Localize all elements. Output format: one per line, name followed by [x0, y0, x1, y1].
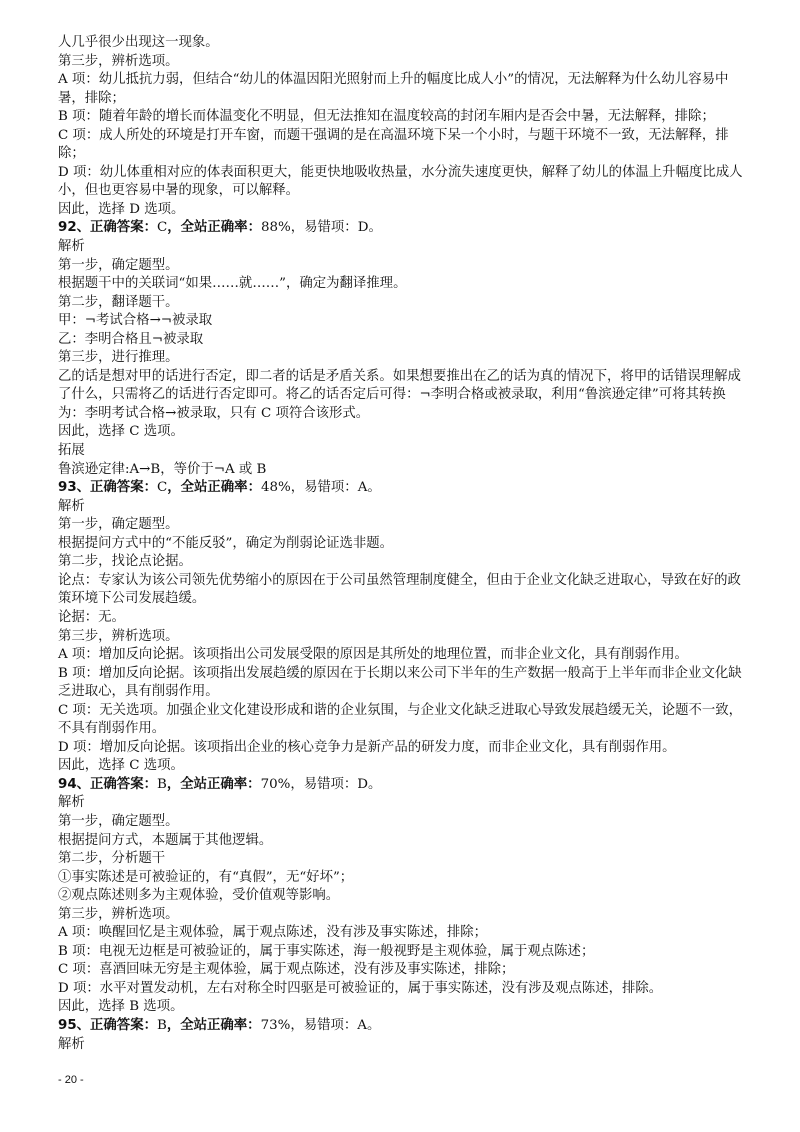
correct-answer: B: [156, 776, 167, 792]
text-line: 第二步，翻译题干。: [58, 294, 179, 310]
text-line: 第一步，确定题型。: [58, 517, 179, 533]
correct-answer: C: [156, 480, 168, 496]
accuracy-rate: 70%: [260, 776, 291, 792]
correct-answer: B: [156, 1017, 167, 1033]
page-number: - 20 -: [58, 1074, 84, 1086]
text-line: A 项：幼儿抵抗力弱，但结合“幼儿的体温因阳光照射而上升的幅度比成人小”的情况，无法解释为什么幼儿容易中暑，排除；: [58, 72, 729, 106]
answer-heading: [58, 479, 748, 498]
answer-heading: [58, 219, 748, 238]
accuracy-label: ，全站正确率：: [166, 776, 261, 792]
wrong-option: D: [357, 220, 369, 236]
question-number-label: 92、正确答案：: [58, 220, 157, 236]
wrong-option: A: [357, 480, 368, 496]
text-line: 根据提问方式中的“不能反驳”，确定为削弱论证选非题。: [58, 535, 394, 551]
text-line: D 项：水平对置发动机，左右对称全时四驱是可被验证的，属于事实陈述，没有涉及观点陈述，排除。: [58, 980, 663, 996]
text-line: D 项：幼儿体重相对应的体表面积更大，能更快地吸收热量，水分流失速度更快，解释了幼儿的体温上升幅度比成人小，但也更容易中暑的现象，可以解释。: [58, 164, 743, 199]
text-line: 鲁滨逊定律:A→B，等价于¬A 或 B: [58, 461, 267, 477]
text-line: 第三步，辨析选项。: [58, 906, 179, 922]
accuracy-rate: 73%: [260, 1017, 291, 1033]
accuracy-rate: 88%: [260, 220, 291, 236]
text-line: B 项：增加反向论据。该项指出发展趋缓的原因在于长期以来公司下半年的生产数据一般高于上半年而非企业文化缺乏进取心，具有削弱作用。: [58, 665, 742, 700]
text-line: 第二步，找论点论据。: [58, 554, 192, 570]
question-number-label: 95、正确答案：: [58, 1017, 157, 1033]
answer-heading: [58, 1017, 748, 1036]
text-line: 第二步，分析题干: [58, 851, 166, 867]
text-line: 根据提问方式，本题属于其他逻辑。: [58, 832, 273, 848]
accuracy-label: ，全站正确率：: [166, 1017, 261, 1033]
heading-end: 。: [368, 220, 382, 236]
wrong-option-label: ，易错项：: [290, 480, 358, 496]
question-93: [58, 479, 748, 776]
accuracy-rate: 48%: [260, 480, 291, 496]
text-line: C 项：成人所处的环境是打开车窗，而题干强调的是在高温环境下呆一个小时，与题干环境不一致，无法解释，排除；: [58, 127, 729, 162]
answer-heading: [58, 776, 748, 795]
wrong-option: D: [357, 776, 369, 792]
text-line: 解析: [58, 795, 85, 811]
text-line: B 项：随着年龄的增长而体温变化不明显，但无法推知在温度较高的封闭车厢内是否会中暑，无法解释，排除；: [58, 109, 715, 125]
text-line: 第三步，辨析选项。: [58, 628, 179, 644]
question-92: [58, 219, 748, 479]
correct-answer: C: [156, 220, 168, 236]
question-94: [58, 776, 748, 1017]
text-line: B 项：电视无边框是可被验证的，属于事实陈述，海一般视野是主观体验，属于观点陈述；: [58, 943, 595, 959]
wrong-option: A: [357, 1017, 367, 1033]
text-line: 第一步，确定题型。: [58, 257, 179, 273]
text-line: 论据：无。: [58, 609, 125, 625]
text-line: A 项：增加反向论据。该项指出公司发展受限的原因是其所处的地理位置，而非企业文化，具有削弱作用。: [58, 647, 688, 663]
heading-end: 。: [366, 1017, 381, 1033]
heading-end: 。: [368, 776, 382, 792]
text-line: 因此，选择 B 选项。: [58, 999, 184, 1015]
text-line: 解析: [58, 239, 85, 255]
wrong-option-label: ，易错项：: [290, 220, 358, 236]
accuracy-label: ，全站正确率：: [167, 220, 261, 236]
wrong-option-label: ，易错项：: [290, 1017, 358, 1033]
text-line: 因此，选择 C 选项。: [58, 758, 184, 774]
text-line: 因此，选择 C 选项。: [58, 424, 184, 440]
wrong-option-label: ，易错项：: [290, 776, 358, 792]
text-line: 根据题干中的关联词“如果……就……”，确定为翻译推理。: [58, 276, 407, 292]
question-number-label: 94、正确答案：: [58, 776, 157, 792]
accuracy-label: ，全站正确率：: [167, 480, 261, 496]
text-line: 解析: [58, 1036, 85, 1052]
text-line: 第三步，辨析选项。: [58, 53, 179, 69]
text-line: 人几乎很少出现这一现象。: [58, 35, 219, 50]
text-line: C 项：喜酒回味无穷是主观体验，属于观点陈述，没有涉及事实陈述，排除；: [58, 962, 515, 978]
text-line: ②观点陈述则多为主观体验，受价值观等影响。: [58, 888, 340, 904]
page-content: [58, 34, 748, 1054]
question-95: [58, 1017, 748, 1054]
question-number-label: 93、正确答案：: [58, 480, 157, 496]
text-line: 第三步，进行推理。: [58, 350, 179, 366]
text-line: 因此，选择 D 选项。: [58, 201, 185, 217]
text-line: ①事实陈述是可被验证的，有“真假”，无“好坏”；: [58, 869, 354, 885]
text-line: 论点：专家认为该公司领先优势缩小的原因在于公司虽然管理制度健全，但由于企业文化缺乏进取心，导致在好的政策环境下公司发展趋缓。: [58, 572, 741, 607]
text-line: 乙：李明合格且¬被录取: [58, 331, 204, 347]
text-line: 解析: [58, 498, 85, 514]
text-line: C 项：无关选项。加强企业文化建设形成和谐的企业氛围，与企业文化缺乏进取心导致发展趋缓无关，论题不一致，不具有削弱作用。: [58, 702, 743, 737]
text-line: 第一步，确定题型。: [58, 813, 179, 829]
text-line: A 项：唤醒回忆是主观体验，属于观点陈述，没有涉及事实陈述，排除；: [58, 925, 488, 941]
text-line: D 项：增加反向论据。该项指出企业的核心竞争力是新产品的研发力度，而非企业文化，具有削弱作用。: [58, 739, 676, 755]
text-line: 拓展: [58, 443, 85, 459]
heading-end: 。: [367, 480, 381, 496]
text-line: 甲：¬考试合格→¬被录取: [58, 313, 213, 329]
text-line: 乙的话是想对甲的话进行否定，即二者的话是矛盾关系。如果想要推出在乙的话为真的情况下，将甲的话错误理解成了什么，只需将乙的话进行否定即可。将乙的话否定后可得：¬李明合格或被录取，利用“鲁滨逊定律”可将其转换为：李明考试合格→被录取，只有 C 项符合该形式。: [58, 368, 741, 421]
intro-block: [58, 34, 748, 219]
